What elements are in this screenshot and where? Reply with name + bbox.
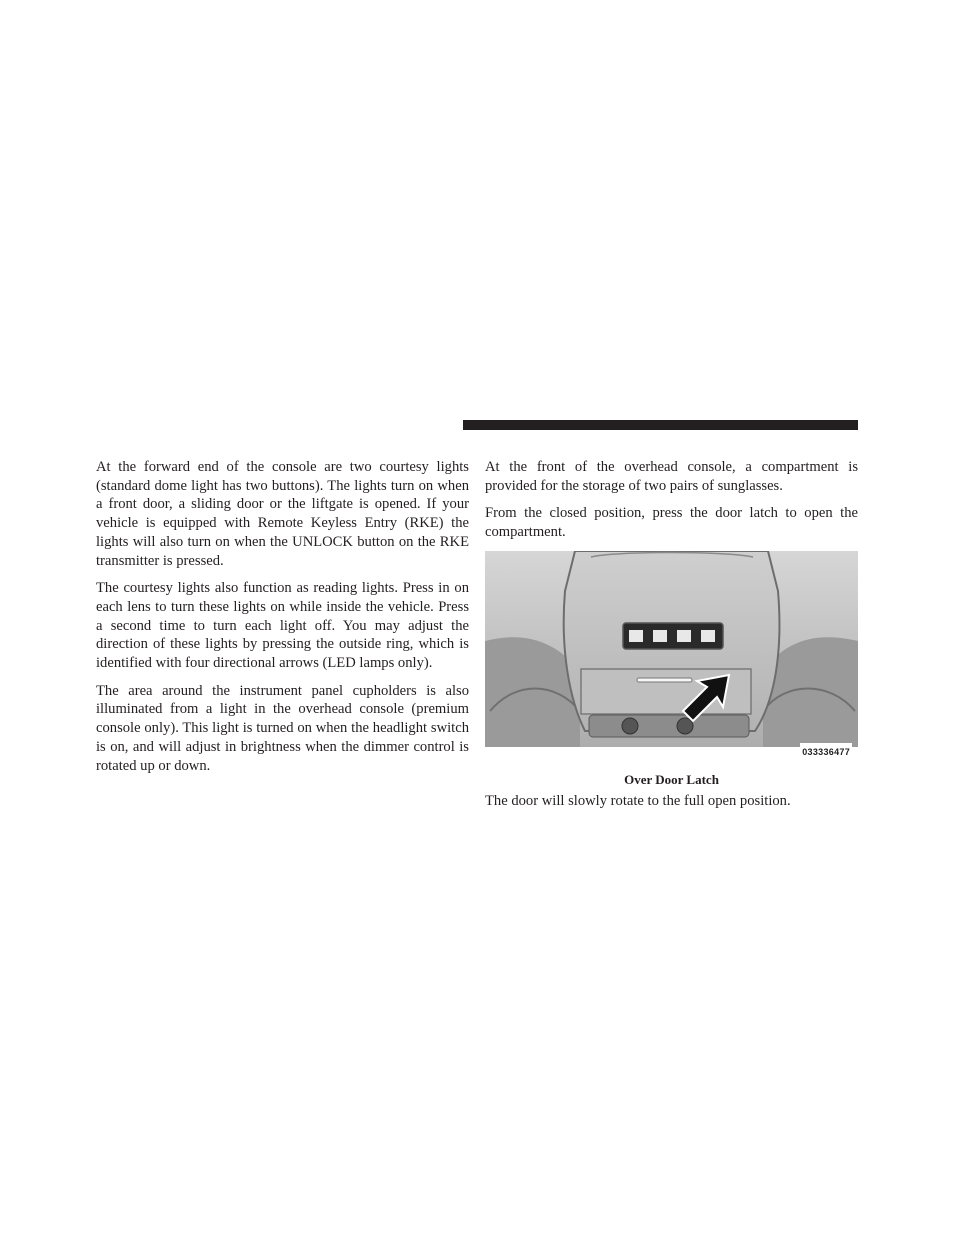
paragraph-reading-lights: The courtesy lights also function as reading lights. Press in on each lens to turn these lights on while inside the vehicle. Press a second time to turn each light off. You may adjust the direction of these lights by pressing the outside ring, which is identified with four directional arrows (LED lamps only).	[96, 580, 469, 672]
right-column	[485, 458, 858, 820]
overhead-console-illustration	[485, 551, 858, 765]
paragraph-sunglasses-compartment: At the front of the overhead console, a compartment is provided for the storage of two pairs of sunglasses.	[485, 459, 858, 494]
figure-caption: Over Door Latch	[624, 771, 719, 787]
paragraph-courtesy-lights: At the forward end of the console are two courtesy lights (standard dome light has two buttons). The lights turn on when a front door, a sliding door or the liftgate is opened. If your vehicle is equipped with Remote Keyless Entry (RKE) the lights will also turn on when the UNLOCK button on the RKE transmitter is pressed.	[96, 459, 469, 569]
paragraph-door-latch: From the closed position, press the door latch to open the compartment.	[485, 505, 858, 541]
figure-code: 033336477	[800, 743, 852, 762]
paragraph-door-rotates: The door will slowly rotate to the full open position.	[485, 792, 791, 809]
paragraph-cupholder-light: The area around the instrument panel cupholders is also illuminated from a light in the overhead console (premium console only). This light is turned on when the headlight switch is on, and will adjust in brightness when the dimmer control is rotated up or down.	[96, 682, 469, 774]
section-header-bar	[463, 420, 858, 430]
overhead-console-figure	[485, 551, 858, 765]
left-column	[96, 458, 469, 784]
